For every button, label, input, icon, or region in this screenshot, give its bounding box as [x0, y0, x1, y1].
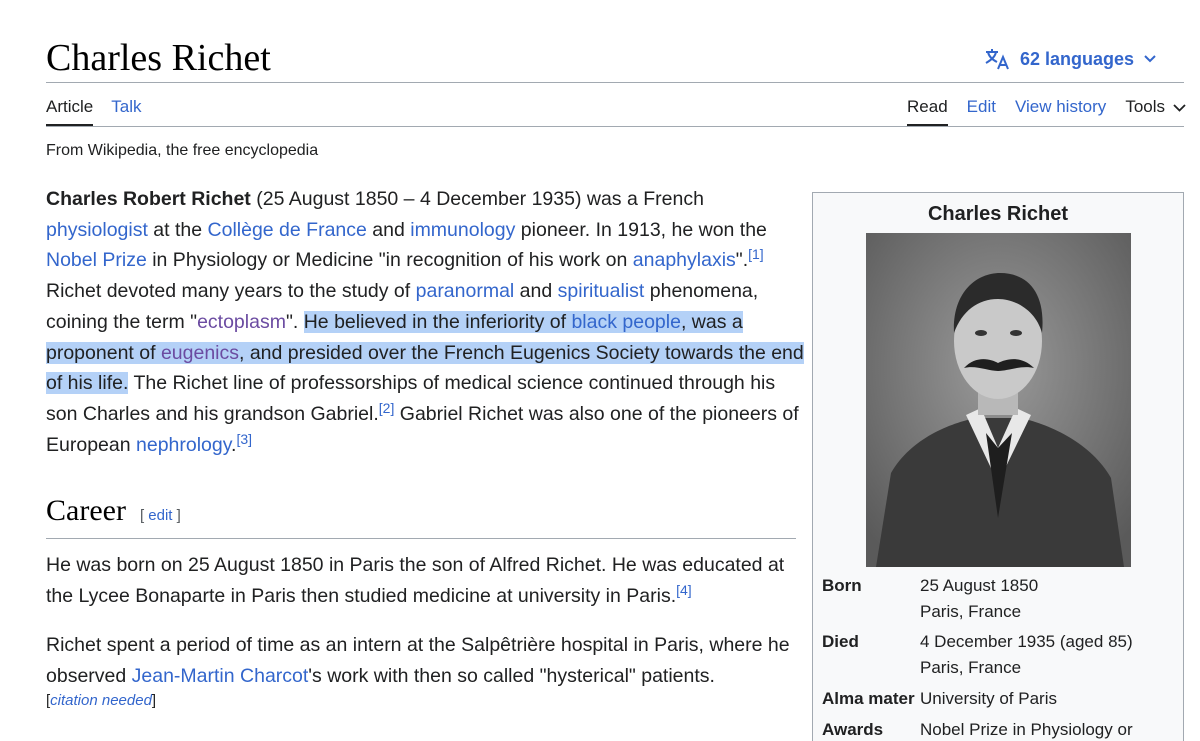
link-anaphylaxis[interactable]: anaphylaxis — [632, 249, 736, 272]
section-edit-link: [ edit ] — [139, 507, 181, 524]
subject-name: Charles Robert Richet — [46, 188, 251, 210]
link-jean-martin-charcot[interactable]: Jean-Martin Charcot — [131, 664, 309, 687]
edit-section-button[interactable]: edit — [148, 507, 173, 524]
infobox-row-awards — [822, 717, 1177, 741]
link-immunology[interactable]: immunology — [410, 218, 516, 241]
ref-4[interactable]: [4] — [676, 581, 692, 598]
tab-article[interactable]: Article — [46, 97, 93, 126]
intro-paragraph: Charles Robert Richet (25 August 1850 – 4 December 1935) was a French physiologist at the Collège de France and immunology pioneer. In 1913, he won the Nobel Prize in Physiology or Medicine "in recognition of his work on anaphylaxis".[1] Richet devoted many years to the study of paranormal and spiritualist phenomena, coining the term "ectoplasm". He believed in the inferiority of black people, was a proponent of eugenics, and presided over the French Eugenics Society towards the end of his life. The Richet line of professorships of medical science continued through his son Charles and his grandson Gabriel.[2] Gabriel Richet was also one of the pioneers of European nephrology.[3] — [46, 188, 804, 456]
career-paragraph-2: Richet spent a period of time as an intern at the Salpêtrière hospital in Paris, where he observed Jean-Martin Charcot's work with then so called "hysterical" patients. — [46, 634, 790, 687]
title-divider — [46, 82, 1184, 83]
ref-1[interactable]: [1] — [748, 246, 764, 263]
namespace-tabs — [46, 97, 141, 126]
link-physiologist[interactable]: physiologist — [46, 218, 148, 241]
alma-mater-label: Alma mater — [822, 689, 915, 708]
tagline: From Wikipedia, the free encyclopedia — [46, 142, 319, 159]
link-spiritualist[interactable]: spiritualist — [557, 280, 645, 303]
infobox-row-died — [822, 629, 1177, 681]
tools-label: Tools — [1125, 97, 1165, 116]
section-heading-career: Career — [46, 494, 126, 527]
career-heading-row — [46, 494, 181, 528]
link-ectoplasm[interactable]: ectoplasm — [197, 310, 286, 333]
tab-edit[interactable]: Edit — [966, 97, 996, 116]
portrait-photo[interactable] — [866, 233, 1131, 567]
link-nephrology[interactable]: nephrology — [136, 433, 232, 456]
chevron-down-icon — [1144, 55, 1156, 63]
languages-label: 62 languages — [1019, 48, 1134, 69]
tab-talk[interactable]: Talk — [111, 97, 142, 116]
chevron-down-icon — [1173, 97, 1186, 117]
career-paragraph-1: He was born on 25 August 1850 in Paris the son of Alfred Richet. He was educated at the Lycee Bonaparte in Paris then studied medicine at university in Paris.[4] — [46, 554, 785, 607]
born-label: Born — [822, 576, 862, 595]
infobox-row-alma-mater — [822, 686, 1177, 712]
citation-needed-link[interactable]: citation needed — [50, 692, 152, 709]
tab-view-history[interactable]: View history — [1014, 97, 1107, 116]
died-label: Died — [822, 632, 859, 651]
citation-needed: [citation needed] — [46, 692, 157, 709]
page-title: Charles Richet — [46, 37, 271, 79]
link-paranormal[interactable]: paranormal — [415, 280, 515, 303]
article-intro — [46, 184, 806, 460]
languages-button[interactable] — [984, 48, 1156, 70]
tools-menu[interactable] — [1125, 97, 1186, 126]
tab-read[interactable]: Read — [907, 97, 948, 126]
link-nobel-prize[interactable]: Nobel Prize — [46, 249, 147, 272]
ref-2[interactable]: [2] — [378, 399, 395, 416]
career-divider — [46, 538, 796, 539]
tabs-divider — [46, 126, 1184, 127]
infobox-row-born — [822, 573, 1177, 625]
highlighted-selection: He believed in the inferiority of black people, was a proponent of eugenics, and presided over the French Eugenics Society towards the end of his life. — [46, 310, 804, 395]
born-value: 25 August 1850 Paris, France — [920, 576, 1039, 621]
awards-label: Awards — [822, 720, 884, 739]
infobox-title: Charles Richet — [927, 203, 1069, 225]
link-university-of-paris[interactable]: University of Paris — [920, 689, 1057, 708]
link-college-de-france[interactable]: Collège de France — [207, 218, 367, 241]
infobox — [812, 192, 1184, 741]
died-value: 4 December 1935 (aged 85) Paris, France — [920, 632, 1133, 677]
ref-3[interactable]: [3] — [236, 430, 253, 447]
link-eugenics[interactable]: eugenics — [160, 341, 239, 364]
link-nobel-prize-physiology[interactable]: Nobel Prize in Physiology or — [920, 720, 1133, 739]
view-tabs — [907, 97, 1186, 126]
translate-icon — [984, 48, 1010, 70]
link-black-people[interactable]: black people — [571, 310, 681, 333]
